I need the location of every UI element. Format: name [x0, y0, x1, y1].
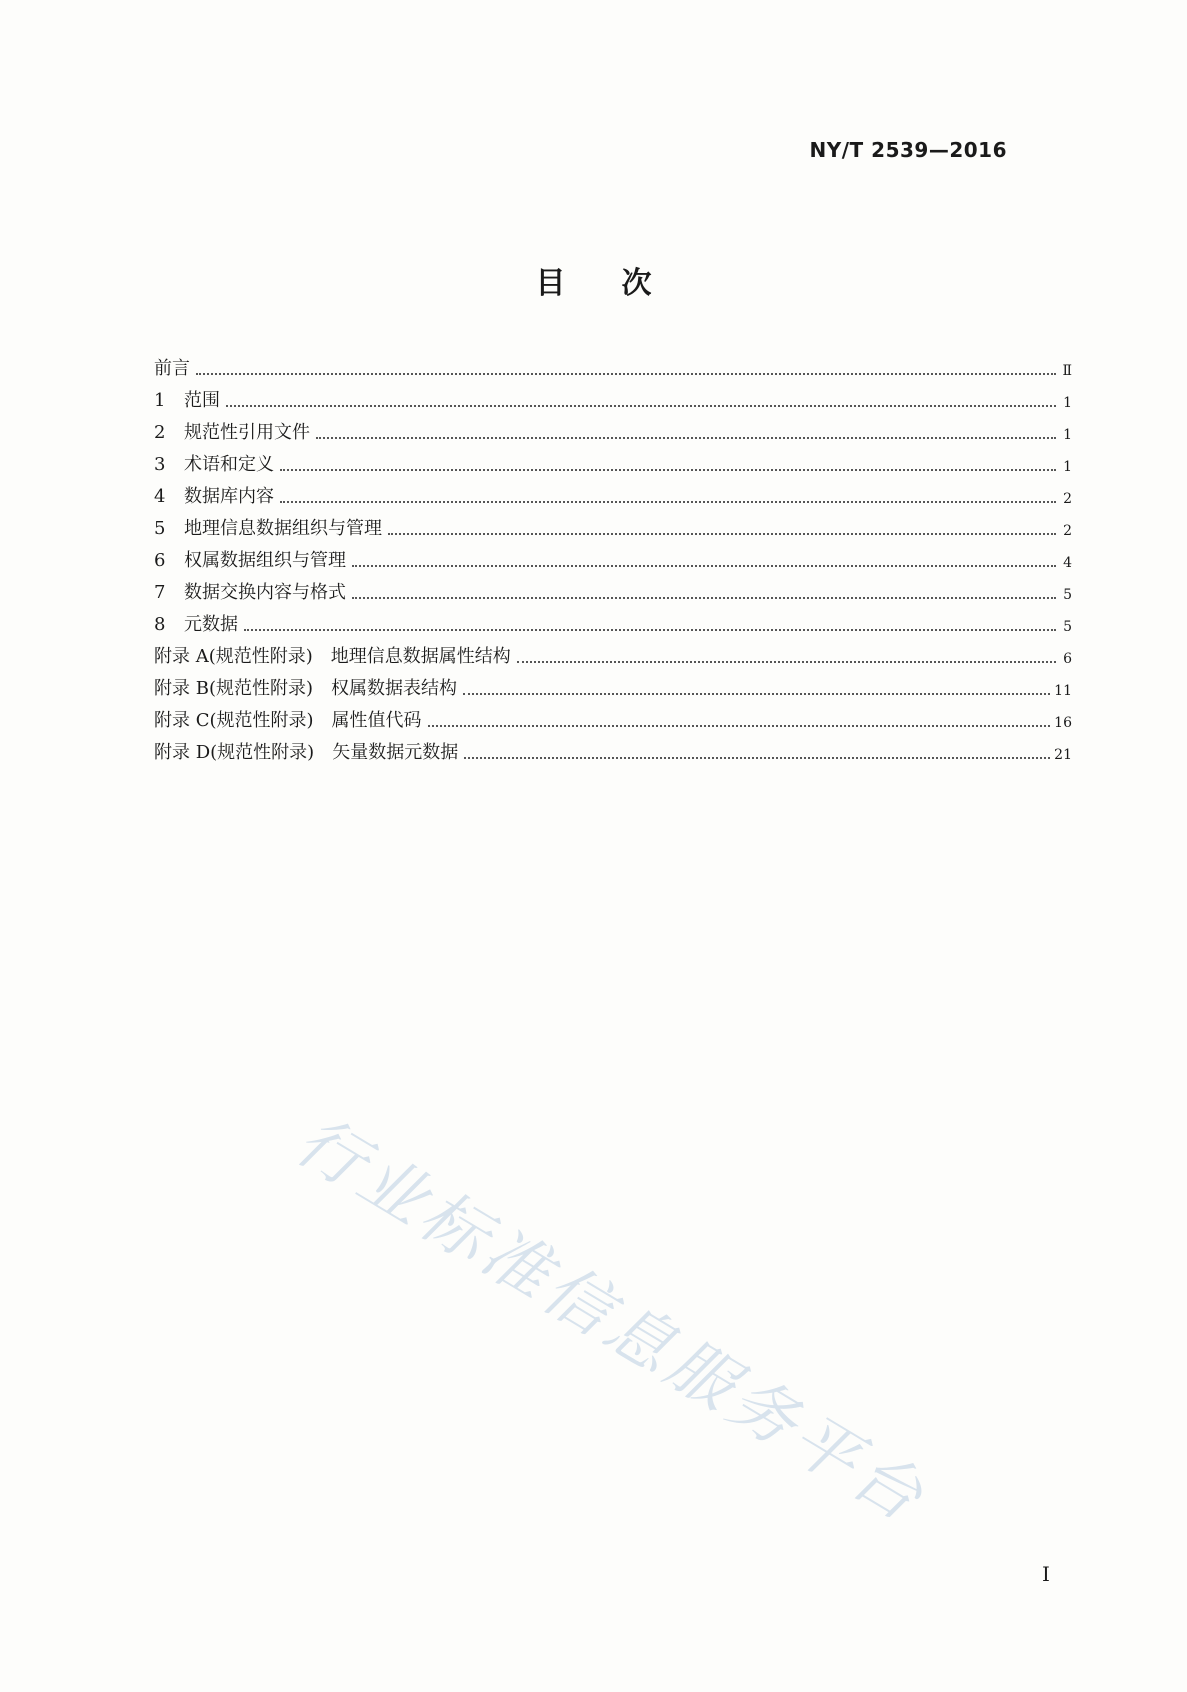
toc-entry-label: 范围: [184, 390, 220, 411]
toc-entry-number: 6: [154, 550, 166, 571]
toc-entry-foreword[interactable]: [154, 348, 1072, 380]
toc-entry-page: 5: [1063, 619, 1072, 635]
toc-entry-1[interactable]: [154, 380, 1072, 412]
toc-entry-label: 附录 C(规范性附录) 属性值代码: [154, 710, 422, 731]
toc-leader-dots: [464, 756, 1050, 759]
toc-entry-5[interactable]: [154, 508, 1072, 540]
toc-entry-page: 1: [1063, 427, 1072, 443]
toc-entry-3[interactable]: [154, 444, 1072, 476]
toc-entry-7[interactable]: [154, 572, 1072, 604]
toc-leader-dots: [226, 404, 1056, 407]
toc-entry-appendix-a[interactable]: [154, 636, 1072, 668]
standard-code: NY/T 2539—2016: [809, 138, 1007, 162]
toc-entry-page: Ⅱ: [1062, 363, 1072, 379]
toc-entry-appendix-d[interactable]: [154, 732, 1072, 764]
toc-entry-8[interactable]: [154, 604, 1072, 636]
toc-entry-4[interactable]: [154, 476, 1072, 508]
toc-entry-label: 地理信息数据组织与管理: [184, 518, 382, 539]
toc-entry-label: 前言: [154, 358, 190, 379]
toc-entry-page: 1: [1063, 395, 1072, 411]
toc-leader-dots: [352, 564, 1056, 567]
toc-entry-label: 数据交换内容与格式: [184, 582, 346, 603]
toc-entry-page: 2: [1063, 491, 1072, 507]
toc-leader-dots: [352, 596, 1056, 599]
toc-leader-dots: [388, 532, 1056, 535]
toc-entry-number: 8: [154, 614, 166, 635]
toc-leader-dots: [428, 724, 1051, 727]
toc-entry-number: 1: [154, 390, 166, 411]
toc-entry-label: 附录 D(规范性附录) 矢量数据元数据: [154, 742, 459, 763]
toc-entry-page: 21: [1054, 747, 1072, 763]
toc-entry-page: 5: [1063, 587, 1072, 603]
toc-leader-dots: [280, 468, 1056, 471]
toc-leader-dots: [280, 500, 1056, 503]
toc-entry-label: 元数据: [184, 614, 238, 635]
watermark: 行业标准信息服务平台: [283, 1101, 940, 1539]
toc-entry-label: 附录 B(规范性附录) 权属数据表结构: [154, 678, 457, 699]
toc-entry-page: 4: [1063, 555, 1072, 571]
toc-entry-page: 11: [1054, 683, 1072, 699]
toc-entry-number: 2: [154, 422, 166, 443]
toc-entry-number: 7: [154, 582, 166, 603]
toc-entry-appendix-b[interactable]: [154, 668, 1072, 700]
page-number: I: [1042, 1562, 1050, 1586]
toc-entry-number: 3: [154, 454, 166, 475]
toc-entry-page: 6: [1063, 651, 1072, 667]
toc-entry-page: 1: [1063, 459, 1072, 475]
page-title: 目次: [535, 266, 708, 301]
toc-entry-number: 5: [154, 518, 166, 539]
toc-leader-dots: [517, 660, 1056, 663]
toc-leader-dots: [316, 436, 1056, 439]
toc-entry-number: 4: [154, 486, 166, 507]
toc-entry-page: 2: [1063, 523, 1072, 539]
toc-entry-6[interactable]: [154, 540, 1072, 572]
toc-entry-2[interactable]: [154, 412, 1072, 444]
toc-entry-label: 权属数据组织与管理: [184, 550, 346, 571]
toc-entry-label: 规范性引用文件: [184, 422, 310, 443]
table-of-contents: [154, 348, 1072, 764]
toc-entry-label: 附录 A(规范性附录) 地理信息数据属性结构: [154, 646, 511, 667]
toc-entry-page: 16: [1054, 715, 1072, 731]
toc-entry-label: 数据库内容: [184, 486, 274, 507]
toc-entry-appendix-c[interactable]: [154, 700, 1072, 732]
toc-leader-dots: [244, 628, 1056, 631]
toc-entry-label: 术语和定义: [184, 454, 274, 475]
toc-leader-dots: [196, 372, 1056, 375]
toc-leader-dots: [463, 692, 1050, 695]
